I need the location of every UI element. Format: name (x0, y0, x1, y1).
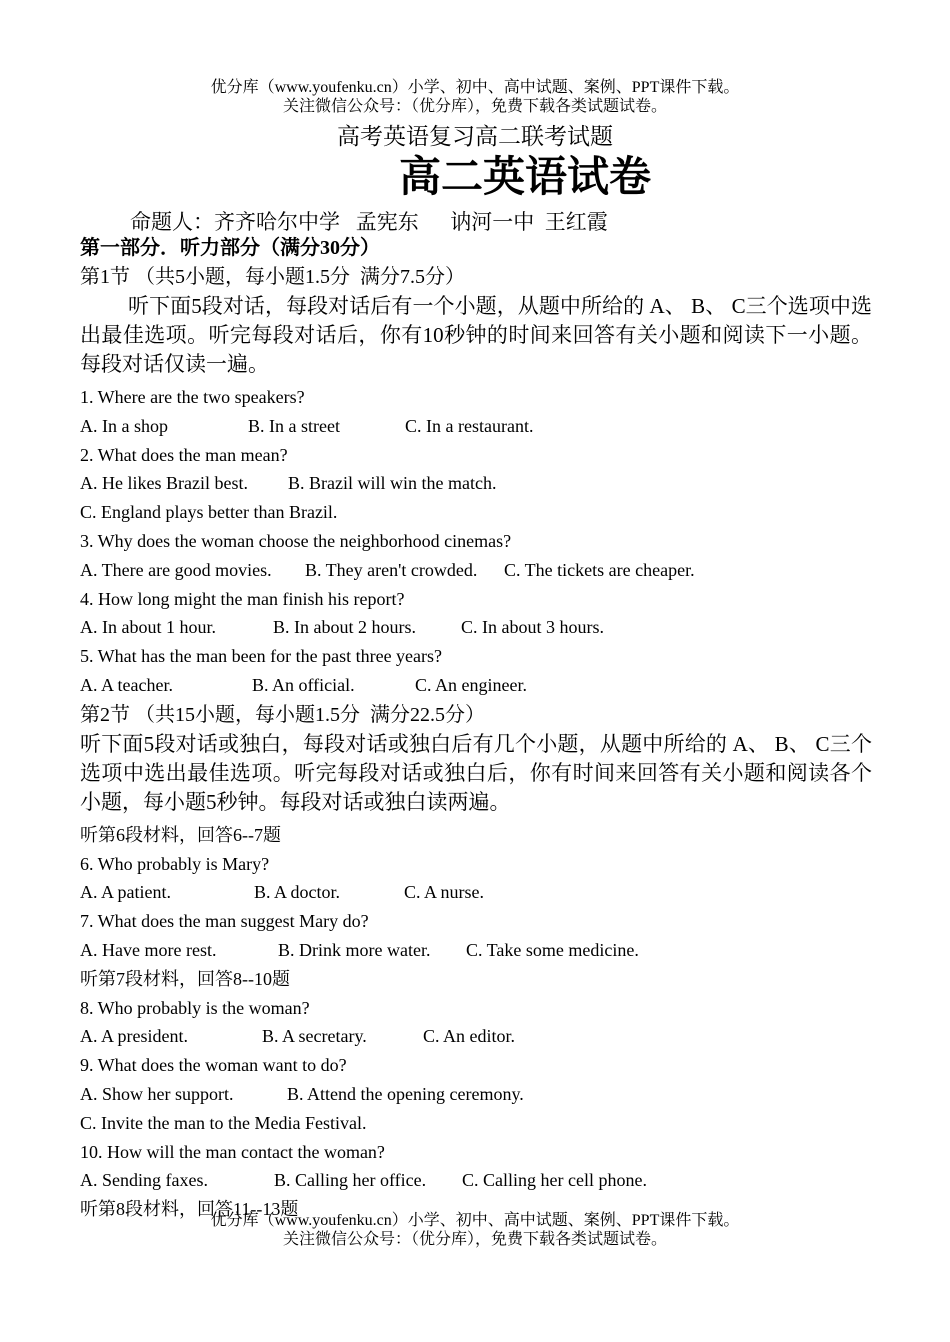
option-c: C. In about 3 hours. (461, 617, 604, 638)
question-6-options (80, 878, 872, 907)
question-4: 4. How long might the man finish his report? (80, 588, 405, 609)
question-1: 1. Where are the two speakers? (80, 387, 305, 407)
option-a: A. In about 1 hour. (80, 617, 216, 638)
question-9-options (80, 1080, 872, 1109)
question-3: 3. Why does the woman choose the neighborhood cinemas? (80, 530, 512, 551)
option-b: B. In a street (248, 415, 340, 436)
question-8-options (80, 1022, 872, 1051)
option-c: C. An engineer. (415, 674, 527, 695)
option-b: B. In about 2 hours. (273, 617, 416, 638)
question-5-options (80, 671, 872, 700)
part1-title: 第一部分．听力部分（满分30分） (80, 237, 380, 259)
option-a: A. Have more rest. (80, 939, 217, 960)
option-a: A. A president. (80, 1026, 188, 1047)
question-9: 9. What does the woman want to do? (80, 1055, 347, 1076)
option-b: B. Calling her office. (274, 1170, 427, 1191)
question-7-options (80, 936, 872, 965)
option-c: C. Take some medicine. (466, 939, 639, 960)
option-c: C. An editor. (423, 1026, 516, 1047)
section1-heading: 第1节 （共5小题，每小题1.5分 满分7.5分） (80, 266, 465, 288)
question-7: 7. What does the man suggest Mary do? (80, 911, 369, 932)
option-b: B. Brazil will win the match. (288, 473, 497, 494)
page-footer (0, 1211, 950, 1249)
option-c: C. Calling her cell phone. (462, 1170, 647, 1191)
question-9-option-c: C. Invite the man to the Media Festival. (80, 1112, 367, 1133)
question-3-options (80, 556, 872, 585)
material-6-label: 听第6段材料，回答6--7题 (80, 824, 281, 845)
option-a: A. Sending faxes. (80, 1170, 208, 1191)
exam-subtitle: 高考英语复习高二联考试题 (337, 124, 613, 149)
question-2: 2. What does the man mean? (80, 444, 288, 465)
question-2-options (80, 469, 872, 498)
option-b: B. Attend the opening ceremony. (287, 1083, 524, 1104)
question-4-options (80, 613, 872, 642)
option-c: C. The tickets are cheaper. (504, 559, 695, 580)
option-a: A. He likes Brazil best. (80, 473, 248, 494)
option-b: B. A secretary. (262, 1026, 367, 1047)
question-1-options (80, 412, 872, 441)
option-b: B. Drink more water. (278, 939, 431, 960)
exam-title: 高二英语试卷 (398, 155, 651, 201)
page-header (0, 78, 950, 116)
option-b: B. A doctor. (254, 882, 341, 903)
header-line-1: 优分库（www.youfenku.cn）小学、初中、高中试题、案例、PPT课件下载。 (210, 79, 740, 96)
question-10: 10. How will the man contact the woman? (80, 1141, 385, 1162)
exam-authors: 命题人：齐齐哈尔中学 孟宪东 讷河一中 王红霞 (130, 210, 608, 234)
option-a: A. There are good movies. (80, 559, 272, 580)
question-2-option-c: C. England plays better than Brazil. (80, 502, 338, 523)
question-6: 6. Who probably is Mary? (80, 853, 270, 874)
option-b: B. An official. (252, 674, 355, 695)
option-c: C. In a restaurant. (405, 415, 534, 436)
option-a: A. Show her support. (80, 1083, 234, 1104)
footer-line-1: 优分库（www.youfenku.cn）小学、初中、高中试题、案例、PPT课件下载。 (210, 1212, 740, 1229)
question-10-options (80, 1166, 872, 1195)
option-c: C. A nurse. (404, 882, 485, 903)
option-a: A. A teacher. (80, 674, 173, 695)
footer-line-2: 关注微信公众号：（优分库），免费下载各类试题试卷。 (282, 1231, 667, 1248)
section2-instructions: 听下面5段对话或独白，每段对话或独白后有几个小题，从题中所给的 A、 B、 C三个选项中选出最佳选项。听完每段对话或独白后，你有时间来回答有关小题和阅读各个小题，每小题5秒钟。每段对话或独白读两遍。 (80, 731, 872, 814)
option-a: A. In a shop (80, 415, 168, 436)
material-7-label: 听第7段材料，回答8--10题 (80, 968, 290, 989)
option-b: B. They aren't crowded. (305, 559, 478, 580)
exam-content (80, 234, 872, 1224)
question-5: 5. What has the man been for the past three years? (80, 646, 443, 667)
section1-instructions: 听下面5段对话，每段对话后有一个小题，从题中所给的 A、 B、 C三个选项中选出最佳选项。听完每段对话后，你有10秒钟的时间来回答有关小题和阅读下一小题。每段对话仅读一遍。 (80, 294, 872, 376)
option-a: A. A patient. (80, 882, 171, 903)
section2-heading: 第2节 （共15小题，每小题1.5分 满分22.5分） (80, 703, 485, 726)
material-8-label: 听第8段材料，回答11--13题 (80, 1199, 299, 1220)
question-8: 8. Who probably is the woman? (80, 997, 310, 1018)
header-line-2: 关注微信公众号：（优分库），免费下载各类试题试卷。 (282, 98, 667, 115)
